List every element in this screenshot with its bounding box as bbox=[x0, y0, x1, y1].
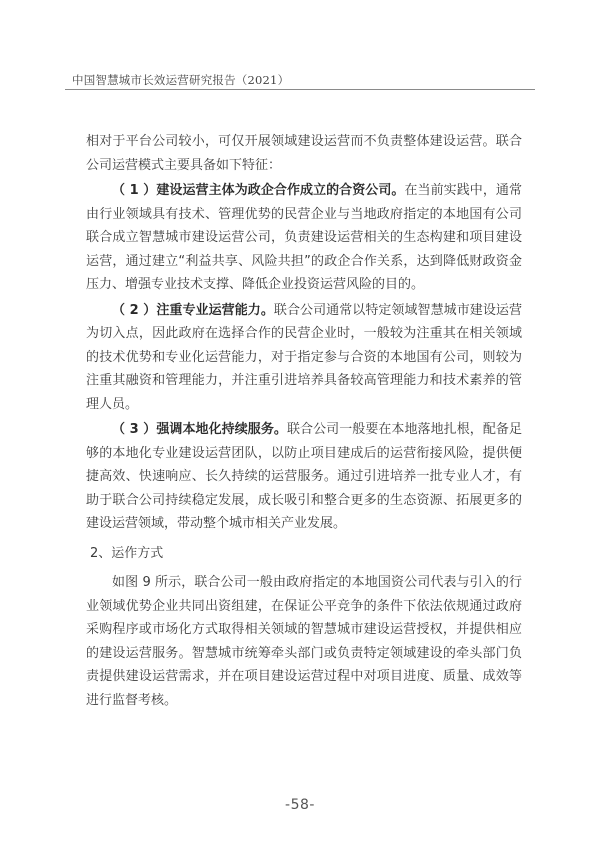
feature-label-2: （ 2 ）注重专业运营能力。 bbox=[112, 302, 274, 318]
feature-label-3: （ 3 ）强调本地化持续服务。 bbox=[112, 422, 287, 437]
feature-text-2: 联合公司通常以特定领域智慧城市建设运营为切入点，因此政府在选择合作的民营企业时，一般较为注重其在相关领域的技术优势和专业化运营能力，对于指定参与合资的本地国有公司，则较为注重其融资和管理能力，并注重引进培养具备较高管理能力和技术素养的管理人员。 bbox=[86, 302, 522, 412]
feature-text-1: 在当前实践中，通常由行业领域具有技术、管理优势的民营企业与当地政府指定的本地国有公司联合成立智慧城市建设运营公司，负责建设运营相关的生态构建和项目建设运营，通过建立“利益共享、风险共担”的政企合作关系，达到降低财政资金压力、增强专业技术支撑、降低企业投资运营风险的目的。 bbox=[86, 183, 522, 292]
intro-paragraph: 相对于平台公司较小，可仅开展领域建设运营而不负责整体建设运营。联合公司运营模式主要具备如下特征： bbox=[86, 134, 522, 173]
operation-paragraph: 如图 9 所示，联合公司一般由政府指定的本地国资公司代表与引入的行业领域优势企业共同出资组建，在保证公平竞争的条件下依法依规通过政府采购程序或市场化方式取得相关领域的智慧城市建设运营授权，并提供相应的建设运营服务。智慧城市统筹牵头部门或负责特定领域建设的牵头部门负责提供建设运营需求，并在项目建设运营过程中对项目进度、质量、成效等进行监督考核。 bbox=[86, 575, 522, 708]
section-heading-operation: 2、运作方式 bbox=[90, 545, 164, 561]
document-body bbox=[86, 130, 522, 712]
feature-text-3: 联合公司一般要在本地落地扎根，配备足够的本地化专业建设运营团队，以防止项目建成后的运营衔接风险，提供便捷高效、快速响应、长久持续的运营服务。通过引进培养一批专业人才，有助于联合公司持续稳定发展，成长吸引和整合更多的生态资源、拓展更多的建设运营领域，带动整个城市相关产业发展。 bbox=[86, 422, 522, 531]
running-header-title: 中国智慧城市长效运营研究报告（2021） bbox=[72, 73, 290, 87]
page-number: -58- bbox=[285, 797, 315, 813]
feature-paragraph-2 bbox=[86, 299, 522, 417]
feature-paragraph-1 bbox=[86, 179, 522, 297]
feature-label-1: （ 1 ）建设运营主体为政企合作成立的合资公司。 bbox=[112, 183, 405, 198]
feature-paragraph-3 bbox=[86, 418, 522, 536]
header-divider bbox=[65, 89, 535, 90]
